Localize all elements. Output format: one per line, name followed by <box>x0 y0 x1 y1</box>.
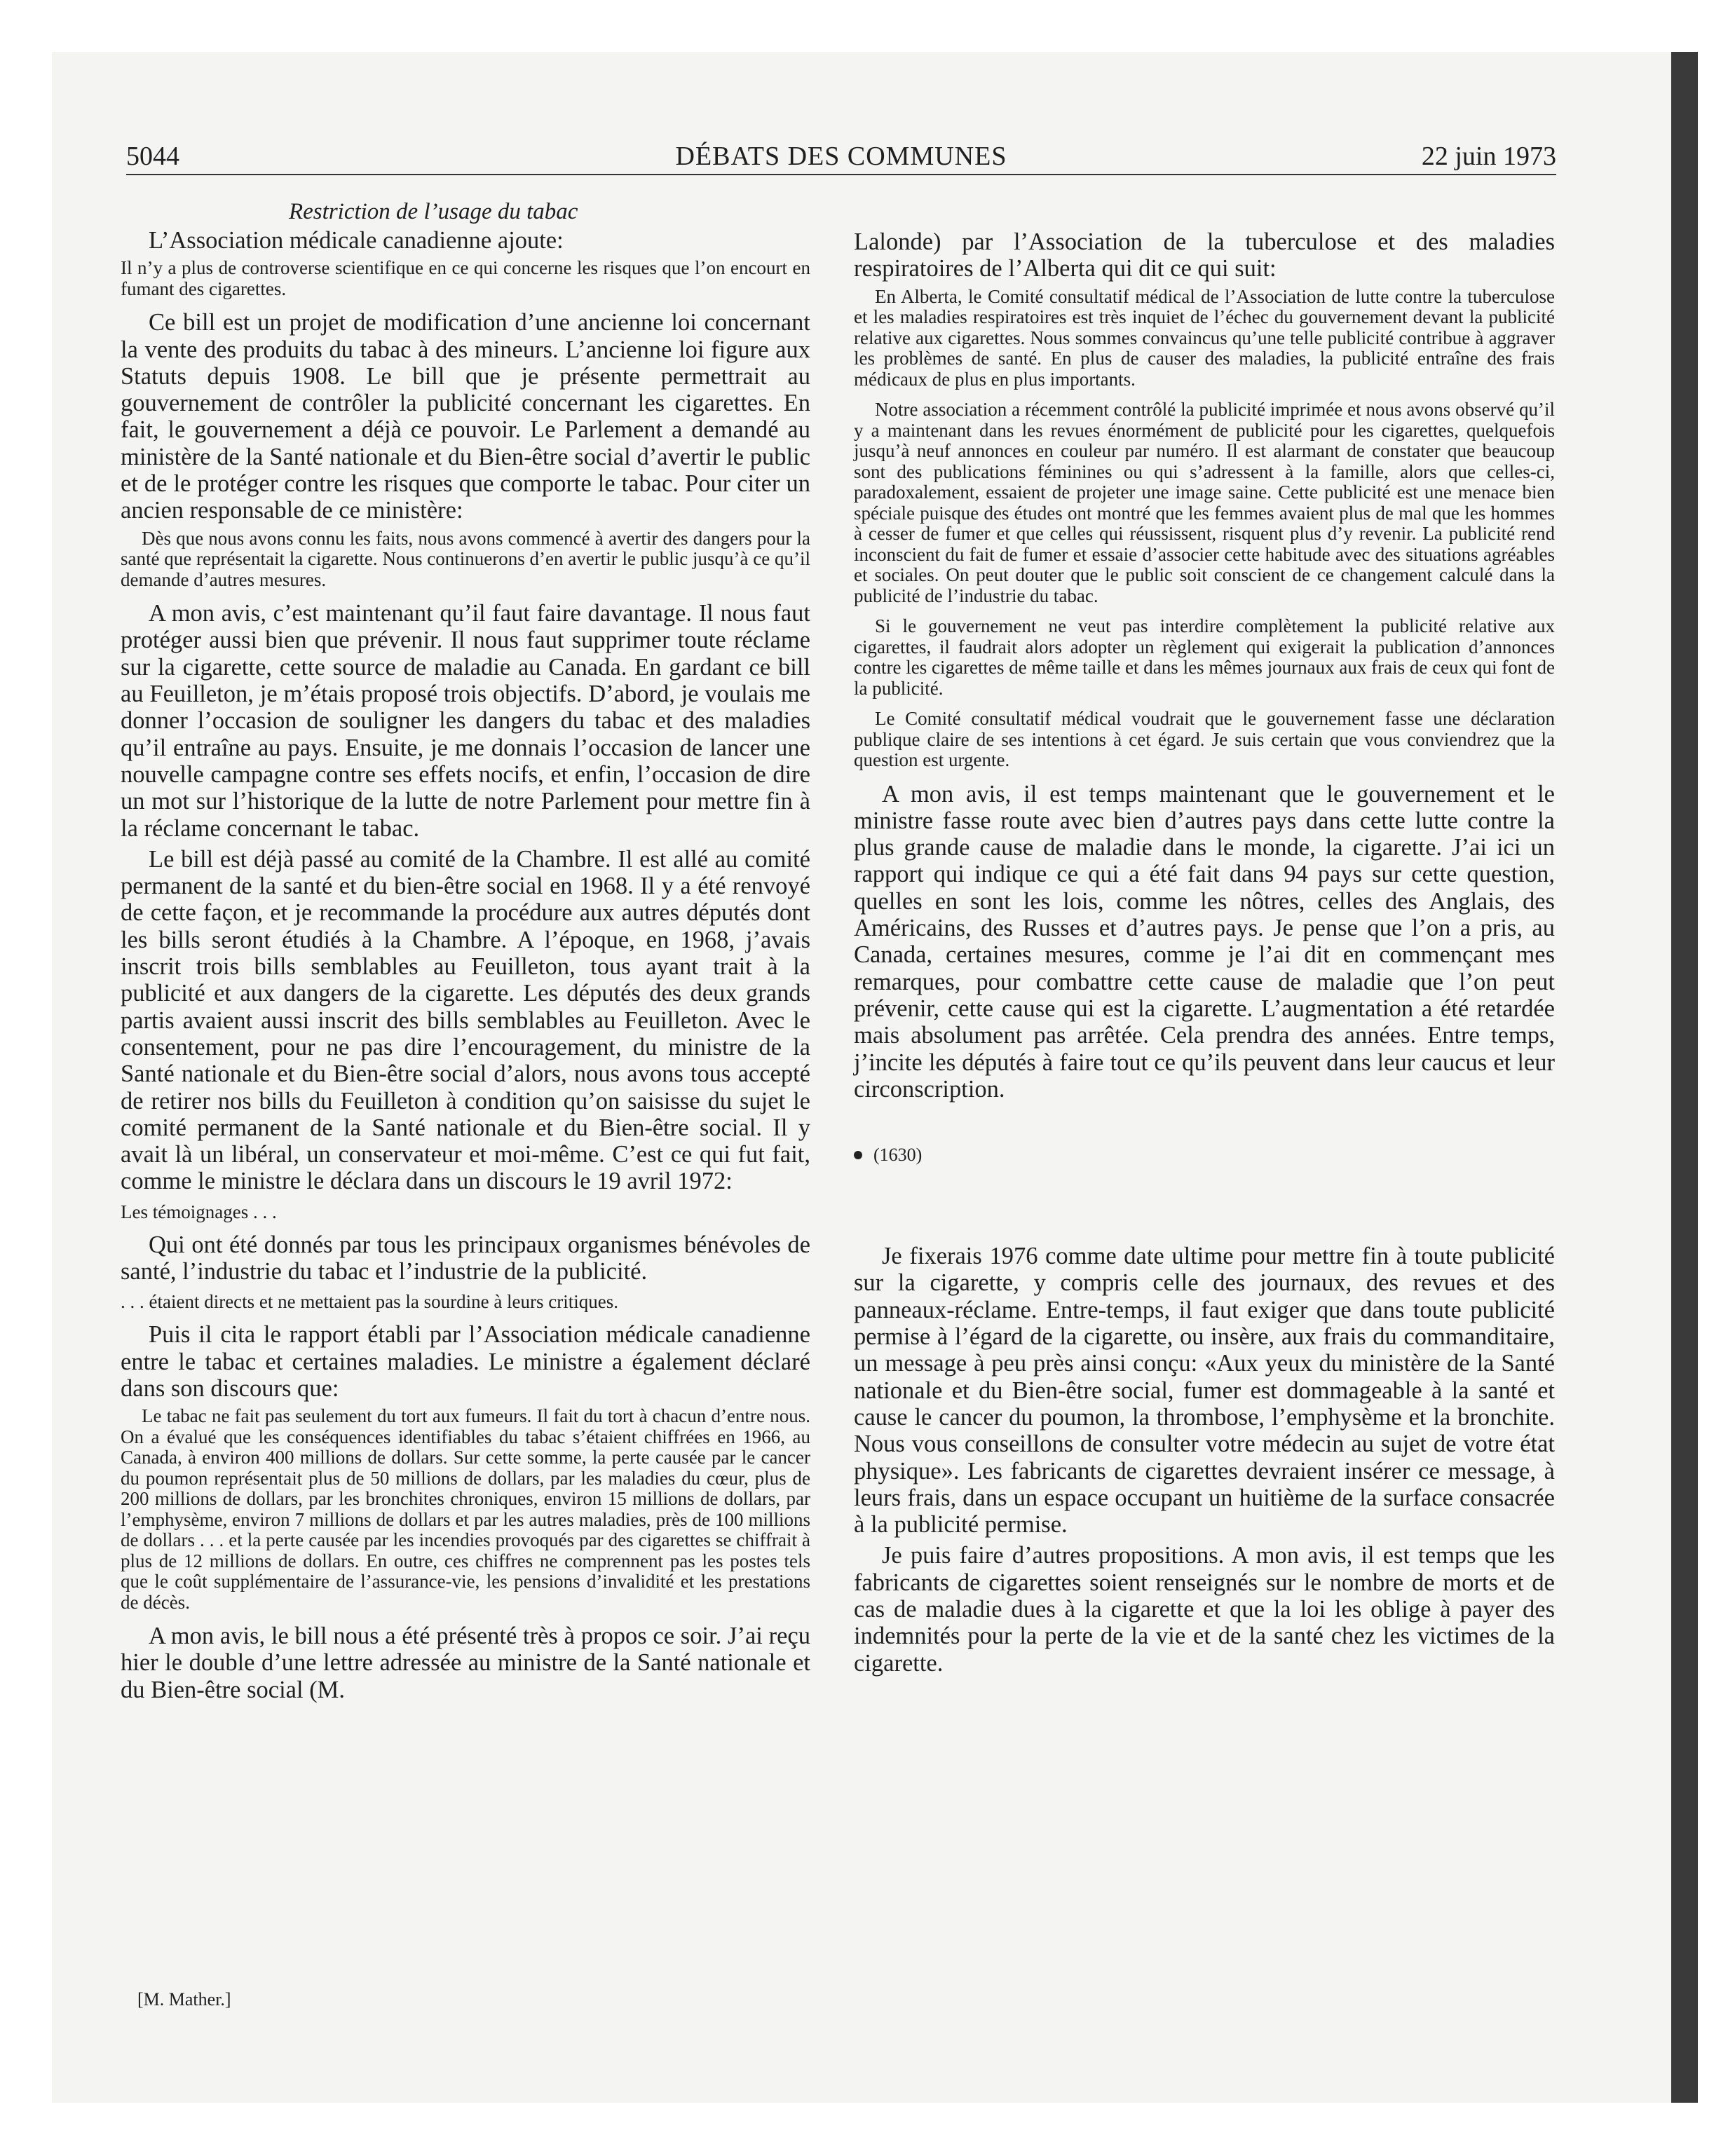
time-label: (1630) <box>873 1145 923 1166</box>
quotation: . . . étaient directs et ne mettaient pas la sourdine à leurs critiques. <box>121 1291 619 1313</box>
time-marker <box>854 1145 1555 1166</box>
scan-edge-shadow <box>1671 52 1698 2103</box>
right-column <box>854 228 1555 1681</box>
paragraph: A mon avis, c’est maintenant qu’il faut faire davantage. Il nous faut protéger aussi bien que prévenir. Il nous faut supprimer toute réclame sur la cigarette, cette source de maladie au Canada. En gardant ce bill au Feuilleton, je m’étais proposé trois objectifs. D’abord, je voulais me donner l’occasion de souligner les dangers du tabac et des maladies qu’il entraîne au pays. Ensuite, je me donnais l’occasion de lancer une nouvelle campagne contre ses effets nocifs, et enfin, l’occasion de dire un mot sur l’historique de la lutte de notre Parlement pour mettre fin à la réclame concernant le tabac. <box>121 600 810 842</box>
paragraph: A mon avis, le bill nous a été présenté très à propos ce soir. J’ai reçu hier le double d’une lettre adressée au ministre de la Santé nationale et du Bien-être social (M. <box>121 1623 810 1703</box>
section-heading: Restriction de l’usage du tabac <box>289 199 578 224</box>
quotation: Notre association a récemment contrôlé la publicité imprimée et nous avons observé qu’il y a maintenant dans les revues énormément de publicité pour les cigarettes, quelquefois jusqu’à neuf annonces en couleur par numéro. Il est alarmant de constater que beaucoup sont des publications féminines ou qui s’adressent à la famille, alors que celles-ci, paradoxalement, essaient de projeter une image saine. Cette publicité est une menace bien spéciale puisque des études ont montré que les femmes avaient plus de mal que les hommes à cesser de fumer et que celles qui réussissent, risquent plus d’y revenir. La publicité rend inconscient du fait de fumer et essaie d’associer cette habitude avec des situations agréables et sociales. On peut douter que le public soit conscient de ce changement calculé dans la publicité de l’industrie du tabac. <box>854 399 1555 606</box>
paragraph: Puis il cita le rapport établi par l’Association médicale canadienne entre le tabac et certaines maladies. Le ministre a également déclaré dans son discours que: <box>121 1321 810 1402</box>
paragraph: Qui ont été donnés par tous les principaux organismes bénévoles de santé, l’industrie du tabac et l’industrie de la publicité. <box>121 1231 810 1285</box>
paragraph: Le bill est déjà passé au comité de la Chambre. Il est allé au comité permanent de la santé et du bien-être social en 1968. Il y a été renvoyé de cette façon, et je recommande la procédure aux autres députés dont les bills seront étudiés à la Chambre. A l’époque, en 1968, j’avais inscrit trois bills semblables au Feuilleton, tous ayant trait à la publicité et aux dangers de la cigarette. Les députés des deux grands partis avaient aussi inscrit des bills semblables au Feuilleton. Avec le consentement, pour ne pas dire l’encouragement, du ministre de la Santé nationale et du Bien-être social d’alors, nous avons tous accepté de retirer nos bills du Feuilleton à condition qu’on saisisse du sujet le comité permanent de la Santé nationale et du Bien-être social. Il y avait là un libéral, un conservateur et moi-même. C’est ce qui fut fait, comme le ministre le déclara dans un discours le 19 avril 1972: <box>121 845 810 1195</box>
paragraph: A mon avis, il est temps maintenant que le gouvernement et le ministre fasse route avec bien d’autres pays dans cette lutte contre la plus grande cause de maladie dans le monde, la cigarette. J’ai ici un rapport qui indique ce qui a été fait dans 94 pays sur cette question, quelles en sont les lois, comme les nôtres, celles des Anglais, des Américains, des Russes et d’autres pays. Je pense que l’on a pris, au Canada, certaines mesures, comme je l’ai dit en commençant mes remarques, pour combattre cette cause de maladie que l’on peut prévenir, cette cause qui est la cigarette. L’augmentation a été retardée mais absolument pas arrêtée. Cela prendra des années. Entre temps, j’incite les députés à faire tout ce qu’ils peuvent dans leur caucus et leur circonscription. <box>854 780 1555 1103</box>
quotation: Le Comité consultatif médical voudrait que le gouvernement fasse une déclaration publique claire de ses intentions à cet égard. Je suis certain que vous conviendrez que la question est urgente. <box>854 708 1555 771</box>
page-number: 5044 <box>126 142 179 171</box>
paragraph: Lalonde) par l’Association de la tuberculose et des maladies respiratoires de l’Alberta qui dit ce qui suit: <box>854 228 1555 282</box>
left-column <box>121 196 810 1707</box>
quotation: En Alberta, le Comité consultatif médical de l’Association de lutte contre la tuberculose et les maladies respiratoires est très inquiet de l’échec du gouvernement devant la publicité relative aux cigarettes. Nous sommes convaincus qu’une telle publicité contribue à aggraver les problèmes de santé. En plus de causer des maladies, la publicité entraîne des frais médicaux de plus en plus importants. <box>854 285 1555 390</box>
bullet-icon <box>854 1151 862 1159</box>
paragraph: Je fixerais 1976 comme date ultime pour mettre fin à toute publicité sur la cigarette, y compris celle des journaux, des revues et des panneaux-réclame. Entre-temps, il faut exiger que dans toute publicité permise à l’égard de la cigarette, ou insère, aux frais du commanditaire, un message à peu près ainsi conçu: «Aux yeux du ministère de la Santé nationale et du Bien-être social, fumer est dommageable à la santé et cause le cancer du poumon, la thrombose, l’emphysème et la bronchite. Nous vous conseillons de consulter votre médecin au sujet de votre état physique». Les fabricants de cigarettes devraient insérer ce message, à leurs frais, dans un espace occupant un huitième de la surface consacrée à la publicité permise. <box>854 1243 1555 1538</box>
header-rule <box>126 174 1556 175</box>
quotation: Il n’y a plus de controverse scientifique en ce qui concerne les risques que l’on encourt en fumant des cigarettes. <box>121 257 810 299</box>
quotation: Si le gouvernement ne veut pas interdire complètement la publicité relative aux cigarettes, il faudrait alors adopter un règlement qui exigerait la publication d’annonces contre les cigarettes de même taille et dans les mêmes journaux aux frais de ceux qui font de la publicité. <box>854 615 1555 699</box>
paragraph: Ce bill est un projet de modification d’une ancienne loi concernant la vente des produits du tabac à des mineurs. L’ancienne loi figure aux Statuts depuis 1908. Le bill que je présente permettrait au gouvernement de contrôler la publicité concernant les cigarettes. En fait, le gouvernement a déjà ce pouvoir. Le Parlement a demandé au ministère de la Santé nationale et du Bien-être social d’avertir le public et de le protéger contre les risques que comporte le tabac. Pour citer un ancien responsable de ce ministère: <box>121 309 810 524</box>
publication-title: DÉBATS DES COMMUNES <box>675 142 1007 171</box>
quotation: Dès que nous avons connu les faits, nous avons commencé à avertir des dangers pour la santé que représentait la cigarette. Nous continuerons d’en avertir le public jusqu’à ce qu’il demande d’autres mesures. <box>121 527 810 590</box>
quotation: Les témoignages . . . <box>121 1201 277 1222</box>
publication-date: 22 juin 1973 <box>1421 142 1556 171</box>
paragraph: L’Association médicale canadienne ajoute: <box>149 227 564 254</box>
paragraph: Je puis faire d’autres propositions. A mon avis, il est temps que les fabricants de cigarettes soient renseignés sur le nombre de morts et de cas de maladie dues à la cigarette et que la loi les oblige à payer des indemnités pour la perte de la vie et de la santé chez les victimes de la cigarette. <box>854 1542 1555 1677</box>
quotation: Le tabac ne fait pas seulement du tort aux fumeurs. Il fait du tort à chacun d’entre nous. On a évalué que les conséquences identifiables du tabac s’étaient chiffrées en 1966, au Canada, à environ 400 millions de dollars. Sur cette somme, la perte causée par le cancer du poumon représentait plus de 50 millions de dollars, par les maladies du cœur, plus de 200 millions de dollars, par les bronchites chroniques, environ 15 millions de dollars, par l’emphysème, environ 7 millions de dollars et par les autres maladies, près de 100 millions de dollars . . . et la perte causée par les incendies provoqués par des cigarettes se chiffrait à plus de 12 millions de dollars. En outre, ces chiffres ne comprennent pas les postes tels que le coût supplémentaire de l’assurance-vie, les pensions d’invalidité et les prestations de décès. <box>121 1405 810 1613</box>
speaker-attribution: [M. Mather.] <box>137 1989 231 2010</box>
